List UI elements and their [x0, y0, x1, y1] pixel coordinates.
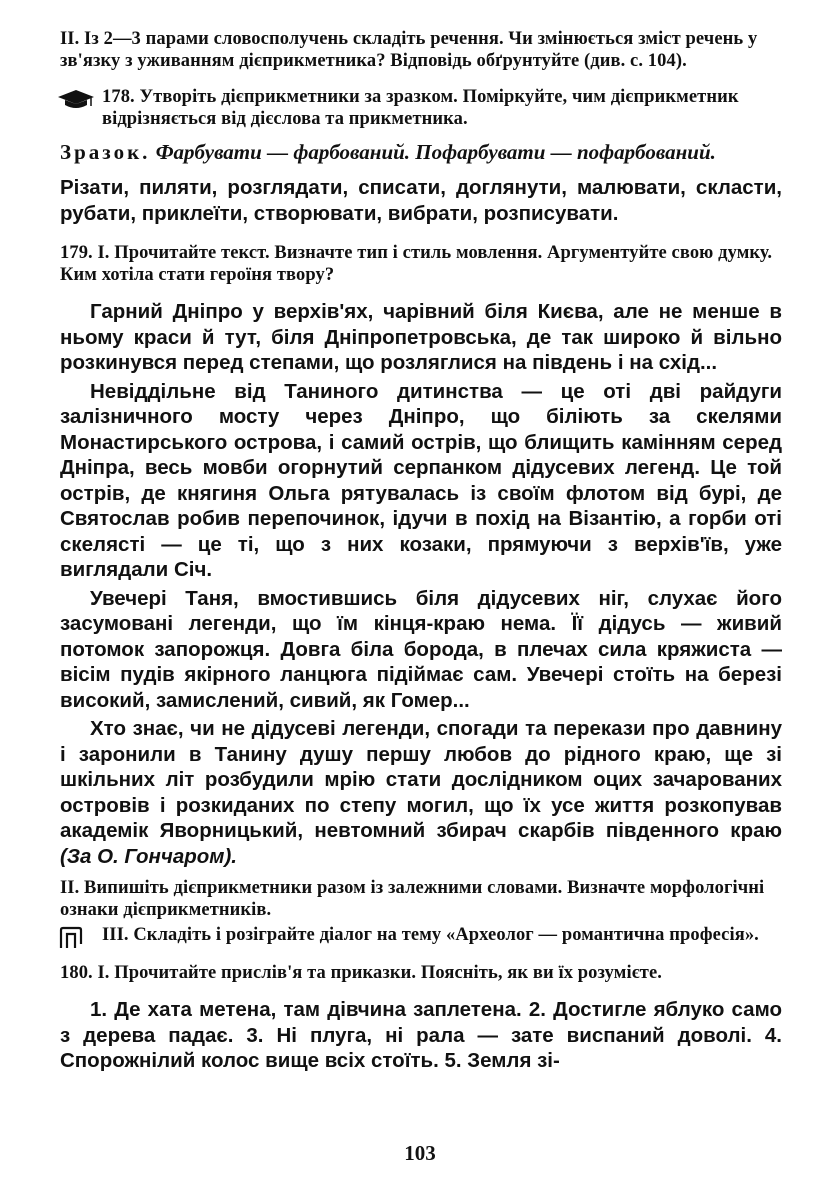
word-list: Різати, пиляти, розглядати, списати, доглянути, малювати, скласти, рубати, приклеїти, створювати, вибрати, розписувати.: [60, 176, 782, 225]
page-number: 103: [404, 1141, 436, 1165]
exercise-179-instructions: 179. І. Прочитайте текст. Визначте тип і стиль мовлення. Аргументуйте свою думку. Ким хотіла стати героїня твору?: [60, 243, 773, 285]
graduation-cap-icon: [58, 89, 94, 115]
dialogue-icon: [58, 926, 84, 956]
task-2-instructions: II. Із 2—3 парами словосполучень складіть речення. Чи змінюється зміст речень у зв'язку з уживанням дієприкметника? Відповідь обґрунтуйте (див. с. 104).: [60, 29, 758, 71]
textbook-page: [60, 28, 782, 1074]
exercise-179-part-3: [60, 924, 782, 946]
reading-text: [60, 299, 782, 869]
text-paragraph-3: Увечері Таня, вмостившись біля дідусевих ніг, слухає його засумовані легенди, що їм кінця-краю нема. Її дідусь — живий потомок запорожця. Довга біла борода, в плечах сила кряжиста — вісім пудів якірного ланцюга підіймає сам. Увечері стоїть на березі високий, замислений, сивий, як Гомер...: [60, 586, 782, 712]
text-paragraph-4: [60, 716, 782, 869]
exercise-179-part-3-text: III. Складіть і розіграйте діалог на тему «Археолог — романтична професія».: [102, 925, 759, 945]
sample-line: [60, 140, 782, 165]
text-paragraph-2: Невіддільне від Таниного дитинства — це оті дві райдуги залізничного мосту через Дніпро, що біліють за скелями Монастирського острова, і самий острів, що блищить камінням серед Дніпра, весь мовби огорнутий серпанком дідусевих легенд. Це той острів, де княгиня Ольга рятувалась із своїм флотом від бурі, де Святослав робив перепочинок, ідучи в похід на Візантію, а горби оті скелясті — це ті, що з них козаки, прямуючи з верхів'їв, уже виглядали Січ.: [60, 379, 782, 581]
sample-label: Зразок.: [60, 140, 151, 164]
proverbs-list: 1. Де хата метена, там дівчина заплетена. 2. Достигле яблуко само з дерева падає. 3. Ні плуга, ні рала — зате виспаний доволі. 4. Спорожнілий колос вище всіх стоїть. 5. Земля зі-: [60, 998, 782, 1072]
exercise-179-part-2: II. Випишіть дієприкметники разом із залежними словами. Визначте морфологічні ознаки дієприкметників.: [60, 878, 765, 920]
source-attribution: (За О. Гончаром).: [60, 844, 237, 868]
sample-text: Фарбувати — фарбований. Пофарбувати — пофарбований.: [155, 140, 716, 164]
exercise-178-instructions: 178. Утворіть дієприкметники за зразком. Поміркуйте, чим дієприкметник відрізняється від дієслова та прикметника.: [102, 87, 739, 129]
text-paragraph-4-body: Хто знає, чи не дідусеві легенди, спогади та перекази про давнину і заронили в Танину душу першу любов до рідного краю, ще зі шкільних літ розбудили мрію стати дослідником оцих зачарованих островів і розкиданих по степу могил, що їх усе життя розкопував академік Яворницький, невтомний збирач скарбів південного краю: [60, 717, 782, 842]
exercise-178: [60, 86, 782, 130]
text-paragraph-1: Гарний Дніпро у верхів'ях, чарівний біля Києва, але не менше в ньому краси й тут, біля Дніпропетровська, де так широко й вільно розкинувся перед степами, що розляглися на південь і на схід...: [60, 300, 782, 374]
exercise-180-instructions: 180. І. Прочитайте прислів'я та приказки. Поясніть, як ви їх розумієте.: [60, 963, 663, 983]
